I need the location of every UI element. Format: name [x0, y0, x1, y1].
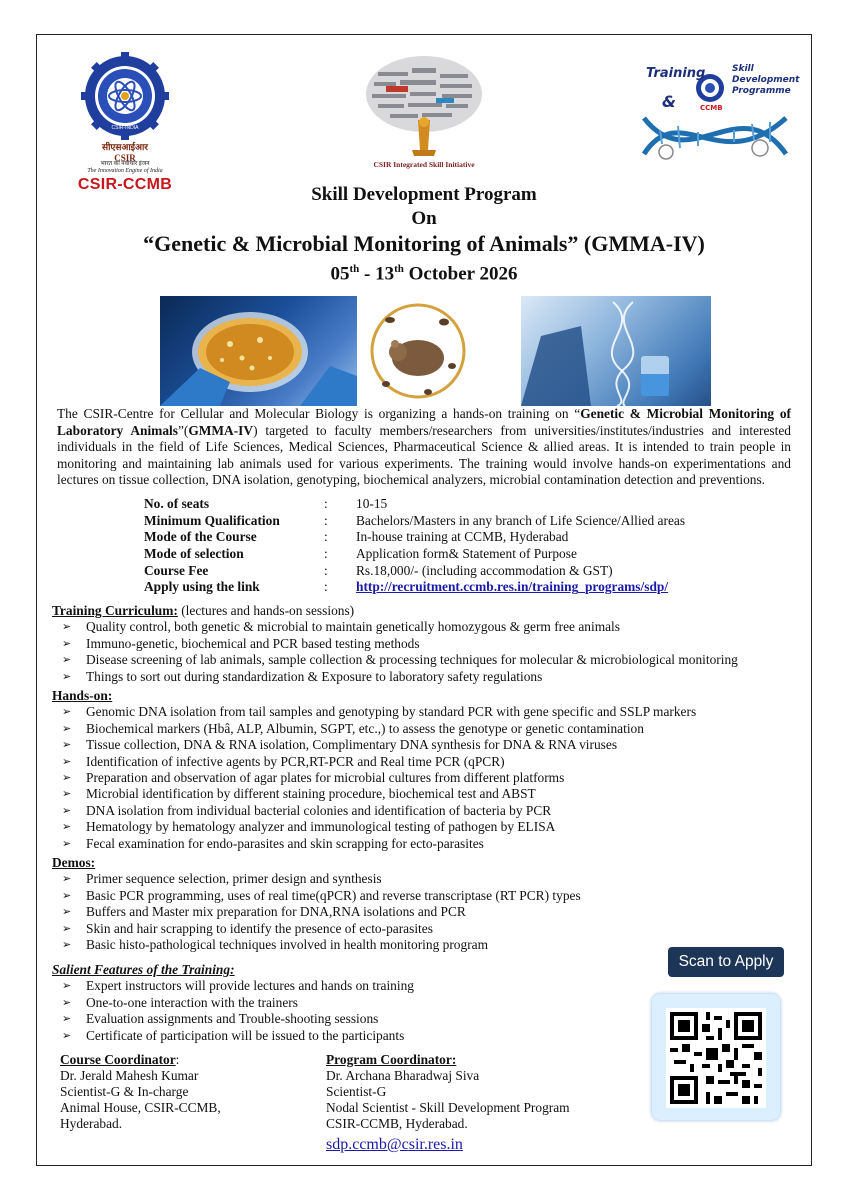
curriculum-note: (lectures and hands-on sessions) [177, 603, 355, 618]
list-item: ➢ Expert instructors will provide lectures and hands on training [62, 978, 414, 994]
arrow-bullet-icon: ➢ [62, 653, 72, 667]
hands-on-section [52, 688, 792, 852]
csir-gear-emblem-icon [70, 52, 180, 140]
csir-ccmb-wordmark: CSIR-CCMB [77, 176, 173, 193]
info-label: Mode of selection [144, 546, 244, 562]
list-item: ➢ Buffers and Master mix preparation for DNA,RNA isolations and PCR [62, 904, 466, 920]
course-coordinator-block: Course Coordinator: Dr. Jerald Mahesh Kumar Scientist-G & In-charge Animal House, CSIR-CCMB, Hyderabad. [60, 1052, 320, 1132]
arrow-bullet-icon: ➢ [62, 754, 72, 768]
qr-code-icon[interactable] [666, 1008, 766, 1108]
list-item: ➢ Quality control, both genetic & microbial to maintain genetically homozygous & germ free animals [62, 619, 620, 635]
curriculum-heading: Training Curriculum: [52, 603, 178, 618]
program-title-on: On [411, 208, 437, 229]
list-item: ➢ Biochemical markers (Hbâ, ALP, Albumin, SGPT, etc.,) to assess the genotype or genetic contamination [62, 720, 644, 736]
list-item: ➢ Fecal examination for endo-parasites and skin scrapping for ecto-parasites [62, 835, 484, 851]
course-title: “Genetic & Microbial Monitoring of Animals” (GMMA-IV) [143, 231, 705, 256]
demos-section [52, 855, 792, 953]
csir-ccmb-logo [70, 52, 180, 193]
demos-heading: Demos: [52, 855, 96, 870]
dna-lab-photo [521, 296, 711, 406]
program-title: Skill Development Program [311, 184, 537, 205]
arrow-bullet-icon: ➢ [62, 888, 72, 902]
info-row-mode-selection: Mode of selection : Application form& Statement of Purpose [144, 546, 577, 562]
arrow-bullet-icon: ➢ [62, 836, 72, 850]
list-item: ➢ DNA isolation from individual bacterial colonies and identification of bacteria by PCR [62, 802, 552, 818]
skill-tree-icon [356, 50, 492, 158]
arrow-bullet-icon: ➢ [62, 1028, 72, 1042]
skill-word: Skill [732, 64, 754, 74]
list-item: ➢ Certificate of participation will be issued to the participants [62, 1027, 405, 1043]
list-item: ➢ Basic PCR programming, uses of real time(qPCR) and reverse transcriptase (RT PCR) types [62, 887, 581, 903]
info-label: Minimum Qualification [144, 512, 280, 528]
list-item: ➢ One-to-one interaction with the trainers [62, 994, 298, 1010]
list-item: ➢ Preparation and observation of agar plates for microbial cultures from different platforms [62, 770, 565, 786]
scan-to-apply-button[interactable]: Scan to Apply [668, 947, 784, 977]
arrow-bullet-icon: ➢ [62, 705, 72, 719]
contact-email-link[interactable]: sdp.ccmb@csir.res.in [326, 1136, 463, 1153]
program-coordinator-heading: Program Coordinator: [326, 1052, 457, 1067]
info-row-seats: No. of seats : 10-15 [144, 496, 388, 511]
coordinator-dept: Animal House, CSIR-CCMB, [60, 1100, 221, 1115]
arrow-bullet-icon: ➢ [62, 1012, 72, 1026]
list-item: ➢ Basic histo-pathological techniques involved in health monitoring program [62, 937, 489, 953]
qr-card[interactable] [652, 994, 780, 1120]
info-label: Mode of the Course [144, 529, 257, 545]
arrow-bullet-icon: ➢ [62, 921, 72, 935]
lab-animals-photo [368, 296, 468, 406]
features-heading: Salient Features of the Training: [52, 962, 235, 977]
course-info-table [144, 496, 784, 596]
info-value: In-house training at CCMB, Hyderabad [356, 529, 569, 545]
info-row-mode-course: Mode of the Course : In-house training at CCMB, Hyderabad [144, 529, 569, 545]
csir-hindi-name: सीएसआईआर CSIR [102, 142, 148, 163]
info-value: Rs.18,000/- (including accommodation & GST) [356, 562, 613, 578]
hands-on-heading: Hands-on: [52, 688, 113, 703]
list-item: ➢ Evaluation assignments and Trouble-shooting sessions [62, 1011, 379, 1027]
coordinator-name: Dr. Jerald Mahesh Kumar [60, 1068, 199, 1083]
coordinator-name: Dr. Archana Bharadwaj Siva [326, 1068, 480, 1083]
programme-word: Programme [732, 86, 791, 96]
program-coordinator-block [326, 1052, 626, 1132]
arrow-bullet-icon: ➢ [62, 905, 72, 919]
arrow-bullet-icon: ➢ [62, 979, 72, 993]
ampersand: & [662, 92, 676, 111]
training-curriculum-section [52, 603, 792, 685]
training-sdp-logo [640, 58, 800, 170]
skill-initiative-caption: CSIR Integrated Skill Initiative [373, 160, 475, 169]
coordinator-title: Scientist-G & In-charge [60, 1084, 189, 1099]
ring-text: CSIR-INDIA [111, 125, 139, 131]
list-item: ➢ Tissue collection, DNA & RNA isolation, Complimentary DNA synthesis for DNA & RNA viruses [62, 737, 618, 753]
arrow-bullet-icon: ➢ [62, 938, 72, 952]
info-row-apply: Apply using the link : http://recruitment.ccmb.res.in/training_programs/sdp/ [144, 579, 669, 595]
info-label: Course Fee [144, 562, 209, 578]
info-row-qualification: Minimum Qualification : Bachelors/Masters in any branch of Life Science/Allied areas [144, 512, 686, 528]
info-value: Application form& Statement of Purpose [356, 546, 577, 562]
arrow-bullet-icon: ➢ [62, 620, 72, 634]
petri-dish-photo [160, 296, 357, 406]
apply-link[interactable]: http://recruitment.ccmb.res.in/training_programs/sdp/ [356, 579, 669, 595]
list-item: ➢ Immuno-genetic, biochemical and PCR based testing methods [62, 635, 420, 651]
coordinator-title: Scientist-G [326, 1084, 387, 1099]
coordinator-role: Nodal Scientist - Skill Development Program [326, 1100, 570, 1115]
info-value: Bachelors/Masters in any branch of Life Science/Allied areas [356, 512, 686, 528]
info-label: No. of seats [144, 496, 210, 511]
csir-tagline: भारत का नवाचार इंजन The Innovation Engine of India [87, 161, 163, 174]
arrow-bullet-icon: ➢ [62, 721, 72, 735]
training-word: Training [646, 66, 706, 81]
list-item: ➢ Things to sort out during standardization & Exposure to laboratory safety regulations [62, 668, 543, 684]
list-item: ➢ Genomic DNA isolation from tail samples and genotyping by standard PCR with gene specific and SSLP markers [62, 704, 697, 720]
arrow-bullet-icon: ➢ [62, 995, 72, 1009]
arrow-bullet-icon: ➢ [62, 771, 72, 785]
coordinator-city: CSIR-CCMB, Hyderabad. [326, 1116, 468, 1131]
program-dates: 05th - 13th October 2026 [330, 263, 518, 285]
list-item: ➢ Identification of infective agents by PCR,RT-PCR and Real time PCR (qPCR) [62, 753, 505, 769]
arrow-bullet-icon: ➢ [62, 803, 72, 817]
arrow-bullet-icon: ➢ [62, 872, 72, 886]
list-item: ➢ Primer sequence selection, primer design and synthesis [62, 871, 382, 887]
development-word: Development [732, 75, 800, 85]
ccmb-badge: CCMB [700, 104, 723, 112]
course-coordinator-heading: Course Coordinator [60, 1052, 176, 1067]
arrow-bullet-icon: ➢ [62, 738, 72, 752]
info-label: Apply using the link [144, 579, 260, 595]
info-row-fee: Course Fee : Rs.18,000/- (including accommodation & GST) [144, 562, 613, 578]
list-item: ➢ Microbial identification by different staining procedure, biochemical test and ABST [62, 786, 536, 802]
coordinator-city: Hyderabad. [60, 1116, 123, 1131]
intro-paragraph: The CSIR-Centre for Cellular and Molecular Biology is organizing a hands-on training on “Genetic & Microbial Monitoring of Laboratory Animals”(GMMA-IV) targeted to faculty members/researchers from universities/institutes/industries and interested individuals in the field of Life Sciences, Medical Sciences, Pharmaceutical Science & allied areas. It is intended to train people in monitoring and maintaining lab animals used for various experiments. The training would involve hands-on experimentations and lectures on tissue collection, DNA isolation, genotyping, biochemical analyzers, microbial contamination detection and preventions. [57, 406, 791, 488]
list-item: ➢ Hematology by hematology analyzer and immunological testing of pathogen by ELISA [62, 819, 556, 835]
list-item: ➢ Skin and hair scrapping to identify the presence of ecto-parasites [62, 920, 433, 936]
info-value: 10-15 [356, 496, 388, 511]
skill-initiative-logo [356, 50, 492, 174]
list-item: ➢ Disease screening of lab animals, sample collection & processing techniques for molecular & microbiological monitoring [62, 652, 738, 668]
arrow-bullet-icon: ➢ [62, 820, 72, 834]
arrow-bullet-icon: ➢ [62, 787, 72, 801]
arrow-bullet-icon: ➢ [62, 636, 72, 650]
arrow-bullet-icon: ➢ [62, 669, 72, 683]
